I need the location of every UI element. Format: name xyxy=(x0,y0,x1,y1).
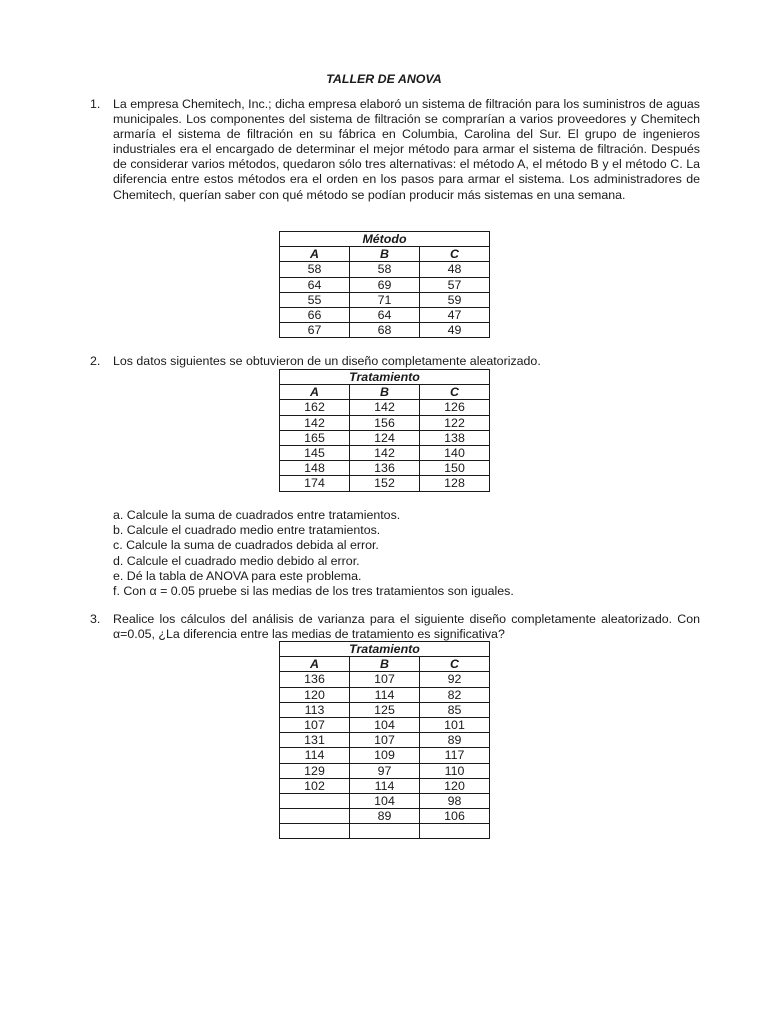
subitem: b. Calcule el cuadrado medio entre tratamientos. xyxy=(113,523,381,538)
table-cell xyxy=(280,809,350,824)
table-cell: 145 xyxy=(280,445,350,460)
metodo-table xyxy=(279,231,490,338)
column-header: B xyxy=(350,385,420,400)
table-cell: 129 xyxy=(280,763,350,778)
table-cell: 131 xyxy=(280,733,350,748)
table-row xyxy=(280,307,490,322)
table-cell: 122 xyxy=(420,415,490,430)
table-cell: 107 xyxy=(350,733,420,748)
table-row xyxy=(280,415,490,430)
table-cell: 69 xyxy=(350,277,420,292)
table-cell: 156 xyxy=(350,415,420,430)
table-cell: 67 xyxy=(280,323,350,338)
table-cell: 47 xyxy=(420,307,490,322)
column-header: A xyxy=(280,385,350,400)
table-cell: 58 xyxy=(350,262,420,277)
table-cell: 57 xyxy=(420,277,490,292)
question-1 xyxy=(90,97,700,203)
table-caption: Tratamiento xyxy=(280,370,490,385)
subitem: f. Con α = 0.05 pruebe si las medias de los tres tratamientos son iguales. xyxy=(113,583,514,598)
table-body xyxy=(280,672,490,839)
table-cell: 82 xyxy=(420,687,490,702)
column-header: B xyxy=(350,247,420,262)
table-cell: 64 xyxy=(280,277,350,292)
table-cell: 89 xyxy=(420,733,490,748)
table-cell xyxy=(280,793,350,808)
table-row xyxy=(280,733,490,748)
tratamiento-table-2 xyxy=(279,369,490,492)
table-cell: 89 xyxy=(350,809,420,824)
column-header: B xyxy=(350,657,420,672)
table-cell: 101 xyxy=(420,717,490,732)
table-cell: 142 xyxy=(280,415,350,430)
table-row xyxy=(280,687,490,702)
table-caption: Tratamiento xyxy=(280,642,490,657)
table-row xyxy=(280,323,490,338)
question-text: Los datos siguientes se obtuvieron de un diseño completamente aleatorizado. xyxy=(113,354,541,368)
table-cell: 114 xyxy=(350,687,420,702)
table-cell: 68 xyxy=(350,323,420,338)
column-header: A xyxy=(280,247,350,262)
table-row xyxy=(280,793,490,808)
table-cell: 64 xyxy=(350,307,420,322)
table-cell: 142 xyxy=(350,445,420,460)
table-row xyxy=(280,763,490,778)
table-cell: 59 xyxy=(420,292,490,307)
table-cell: 152 xyxy=(350,476,420,491)
table-cell: 66 xyxy=(280,307,350,322)
table-cell: 126 xyxy=(420,400,490,415)
table-row xyxy=(280,717,490,732)
table-cell: 109 xyxy=(350,748,420,763)
table-cell: 174 xyxy=(280,476,350,491)
table-row xyxy=(280,277,490,292)
table-cell: 136 xyxy=(350,461,420,476)
question-text: La empresa Chemitech, Inc.; dicha empresa elaboró un sistema de filtración para los suministros de aguas municipales. Los componentes del sistema de filtración se comprarían a varios proveedores y Chemitech armaría el sistema de filtración en su fábrica en Columbia, Carolina del Sur. El grupo de ingenieros industriales era el encargado de determinar el mejor método para armar el sistema de filtración. Después de considerar varios métodos, quedaron sólo tres alternativas: el método A, el método B y el método C. La diferencia entre estos métodos era el orden en los pasos para armar el sistema. Los administradores de Chemitech, querían saber con qué método se podían producir más sistemas en una semana. xyxy=(113,97,700,202)
table-cell: 107 xyxy=(280,717,350,732)
table-cell: 150 xyxy=(420,461,490,476)
table-cell xyxy=(420,824,490,839)
subitem-list xyxy=(113,508,673,599)
table-cell: 85 xyxy=(420,702,490,717)
table-row xyxy=(280,672,490,687)
table-row xyxy=(280,748,490,763)
question-3 xyxy=(90,612,700,642)
column-header: C xyxy=(420,247,490,262)
table-cell: 106 xyxy=(420,809,490,824)
table-cell: 104 xyxy=(350,717,420,732)
question-number: 1. xyxy=(90,97,101,111)
column-header: A xyxy=(280,657,350,672)
table-cell: 165 xyxy=(280,430,350,445)
table-cell: 110 xyxy=(420,763,490,778)
table-cell: 48 xyxy=(420,262,490,277)
table-cell: 107 xyxy=(350,672,420,687)
question-number: 3. xyxy=(90,612,101,626)
table-cell: 162 xyxy=(280,400,350,415)
question-text: Realice los cálculos del análisis de varianza para el siguiente diseño completamente aleatorizado. Con α=0.05, ¿La diferencia entre las medias de tratamiento es significativa? xyxy=(113,612,700,642)
column-header: C xyxy=(420,657,490,672)
table-cell: 104 xyxy=(350,793,420,808)
table-row xyxy=(280,445,490,460)
table-cell: 120 xyxy=(420,778,490,793)
table-cell: 97 xyxy=(350,763,420,778)
table-cell: 102 xyxy=(280,778,350,793)
question-2 xyxy=(90,354,700,369)
table-caption: Método xyxy=(280,232,490,247)
subitem: e. Dé la tabla de ANOVA para este problema. xyxy=(113,568,362,583)
table-row xyxy=(280,430,490,445)
table-cell xyxy=(280,824,350,839)
table-row xyxy=(280,400,490,415)
table-row xyxy=(280,778,490,793)
table-cell: 142 xyxy=(350,400,420,415)
column-header: C xyxy=(420,385,490,400)
table-row xyxy=(280,262,490,277)
table-body xyxy=(280,400,490,491)
table-cell: 92 xyxy=(420,672,490,687)
subitem: a. Calcule la suma de cuadrados entre tratamientos. xyxy=(113,508,401,522)
table-cell: 55 xyxy=(280,292,350,307)
table-row xyxy=(280,461,490,476)
table-cell: 136 xyxy=(280,672,350,687)
question-number: 2. xyxy=(90,354,101,368)
table-cell: 117 xyxy=(420,748,490,763)
table-cell: 148 xyxy=(280,461,350,476)
table-row xyxy=(280,702,490,717)
table-cell: 138 xyxy=(420,430,490,445)
table-row xyxy=(280,824,490,839)
table-cell: 124 xyxy=(350,430,420,445)
table-cell: 49 xyxy=(420,323,490,338)
table-cell: 114 xyxy=(350,778,420,793)
subitem: d. Calcule el cuadrado medio debido al error. xyxy=(113,553,360,568)
table-row xyxy=(280,292,490,307)
table-cell xyxy=(350,824,420,839)
table-cell: 114 xyxy=(280,748,350,763)
table-cell: 140 xyxy=(420,445,490,460)
table-row xyxy=(280,476,490,491)
subitem: c. Calcule la suma de cuadrados debida al error. xyxy=(113,538,379,553)
table-cell: 128 xyxy=(420,476,490,491)
tratamiento-table-3 xyxy=(279,641,490,839)
table-cell: 58 xyxy=(280,262,350,277)
document-title: TALLER DE ANOVA xyxy=(326,72,442,86)
table-cell: 71 xyxy=(350,292,420,307)
table-row xyxy=(280,809,490,824)
table-cell: 113 xyxy=(280,702,350,717)
table-body xyxy=(280,262,490,338)
table-cell: 125 xyxy=(350,702,420,717)
table-cell: 120 xyxy=(280,687,350,702)
table-cell: 98 xyxy=(420,793,490,808)
